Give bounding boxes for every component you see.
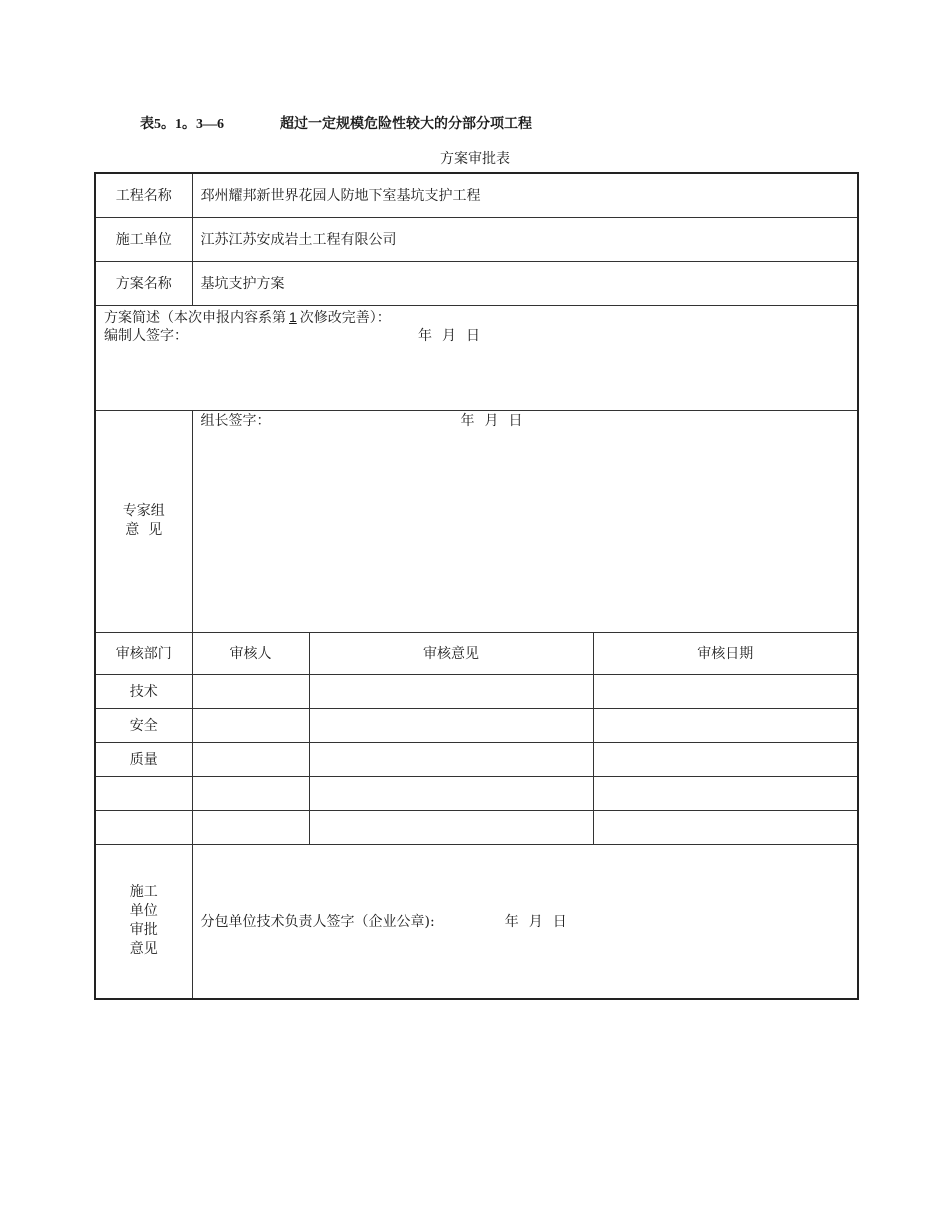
review-opinion-cell[interactable] (309, 674, 593, 708)
expert-label: 专家组 意 见 (95, 410, 192, 632)
review-opinion-cell[interactable] (309, 742, 593, 776)
review-reviewer-cell[interactable] (192, 810, 309, 844)
review-dept: 安全 (95, 708, 192, 742)
review-dept[interactable] (95, 810, 192, 844)
project-name-value[interactable]: 邳州耀邦新世界花园人防地下室基坑支护工程 (192, 173, 858, 217)
revision-number: 1 (289, 308, 297, 325)
review-header-opinion: 审核意见 (309, 632, 593, 674)
review-header-reviewer: 审核人 (192, 632, 309, 674)
table-row (95, 708, 858, 742)
construction-unit-label: 施工单位 (95, 217, 192, 261)
expert-opinion-cell[interactable] (192, 410, 858, 632)
expert-signer-label: 组长签字： (200, 412, 271, 429)
review-reviewer-cell[interactable] (192, 776, 309, 810)
plan-name-value[interactable]: 基坑支护方案 (192, 261, 858, 305)
approval-form-table (94, 172, 859, 1000)
row-project-name (95, 173, 858, 217)
review-date-cell[interactable] (593, 810, 858, 844)
review-date-cell[interactable] (593, 776, 858, 810)
summary-signer-line (104, 327, 849, 345)
project-name-label: 工程名称 (95, 173, 192, 217)
review-reviewer-cell[interactable] (192, 742, 309, 776)
form-title: 超过一定规模危险性较大的分部分项工程 (280, 116, 532, 132)
review-dept[interactable] (95, 776, 192, 810)
construction-unit-value[interactable]: 江苏江苏安成岩土工程有限公司 (192, 217, 858, 261)
row-summary (95, 305, 858, 410)
summary-cell[interactable] (95, 305, 858, 410)
form-heading (140, 113, 532, 133)
form-subtitle: 方案审批表 (440, 151, 510, 167)
table-number: 表5。1。3—6 (140, 117, 224, 132)
review-reviewer-cell[interactable] (192, 708, 309, 742)
review-opinion-cell[interactable] (309, 810, 593, 844)
summary-date: 年 月 日 (418, 327, 480, 344)
review-dept: 技术 (95, 674, 192, 708)
row-plan-name (95, 261, 858, 305)
review-reviewer-cell[interactable] (192, 674, 309, 708)
review-date-cell[interactable] (593, 742, 858, 776)
review-dept: 质量 (95, 742, 192, 776)
table-row (95, 674, 858, 708)
review-date-cell[interactable] (593, 674, 858, 708)
table-row (95, 776, 858, 810)
row-construction-unit (95, 217, 858, 261)
approval-opinion-cell[interactable] (192, 844, 858, 999)
plan-name-label: 方案名称 (95, 261, 192, 305)
summary-line: 方案简述（本次申报内容系第 1 次修改完善）： (104, 308, 391, 326)
table-row (95, 742, 858, 776)
expert-date: 年 月 日 (460, 412, 523, 429)
approval-date: 年 月 日 (504, 914, 567, 931)
review-header-dept: 审核部门 (95, 632, 192, 674)
review-header-row (95, 632, 858, 674)
row-approval (95, 844, 858, 999)
review-header-date: 审核日期 (593, 632, 858, 674)
row-expert (95, 410, 858, 632)
review-opinion-cell[interactable] (309, 776, 593, 810)
review-date-cell[interactable] (593, 708, 858, 742)
approval-label: 施工 单位 审批 意见 (95, 844, 192, 999)
approval-signer-label: 分包单位技术负责人签字（企业公章): (200, 914, 435, 931)
review-opinion-cell[interactable] (309, 708, 593, 742)
table-row (95, 810, 858, 844)
summary-signer-label: 编制人签字： (104, 327, 188, 344)
